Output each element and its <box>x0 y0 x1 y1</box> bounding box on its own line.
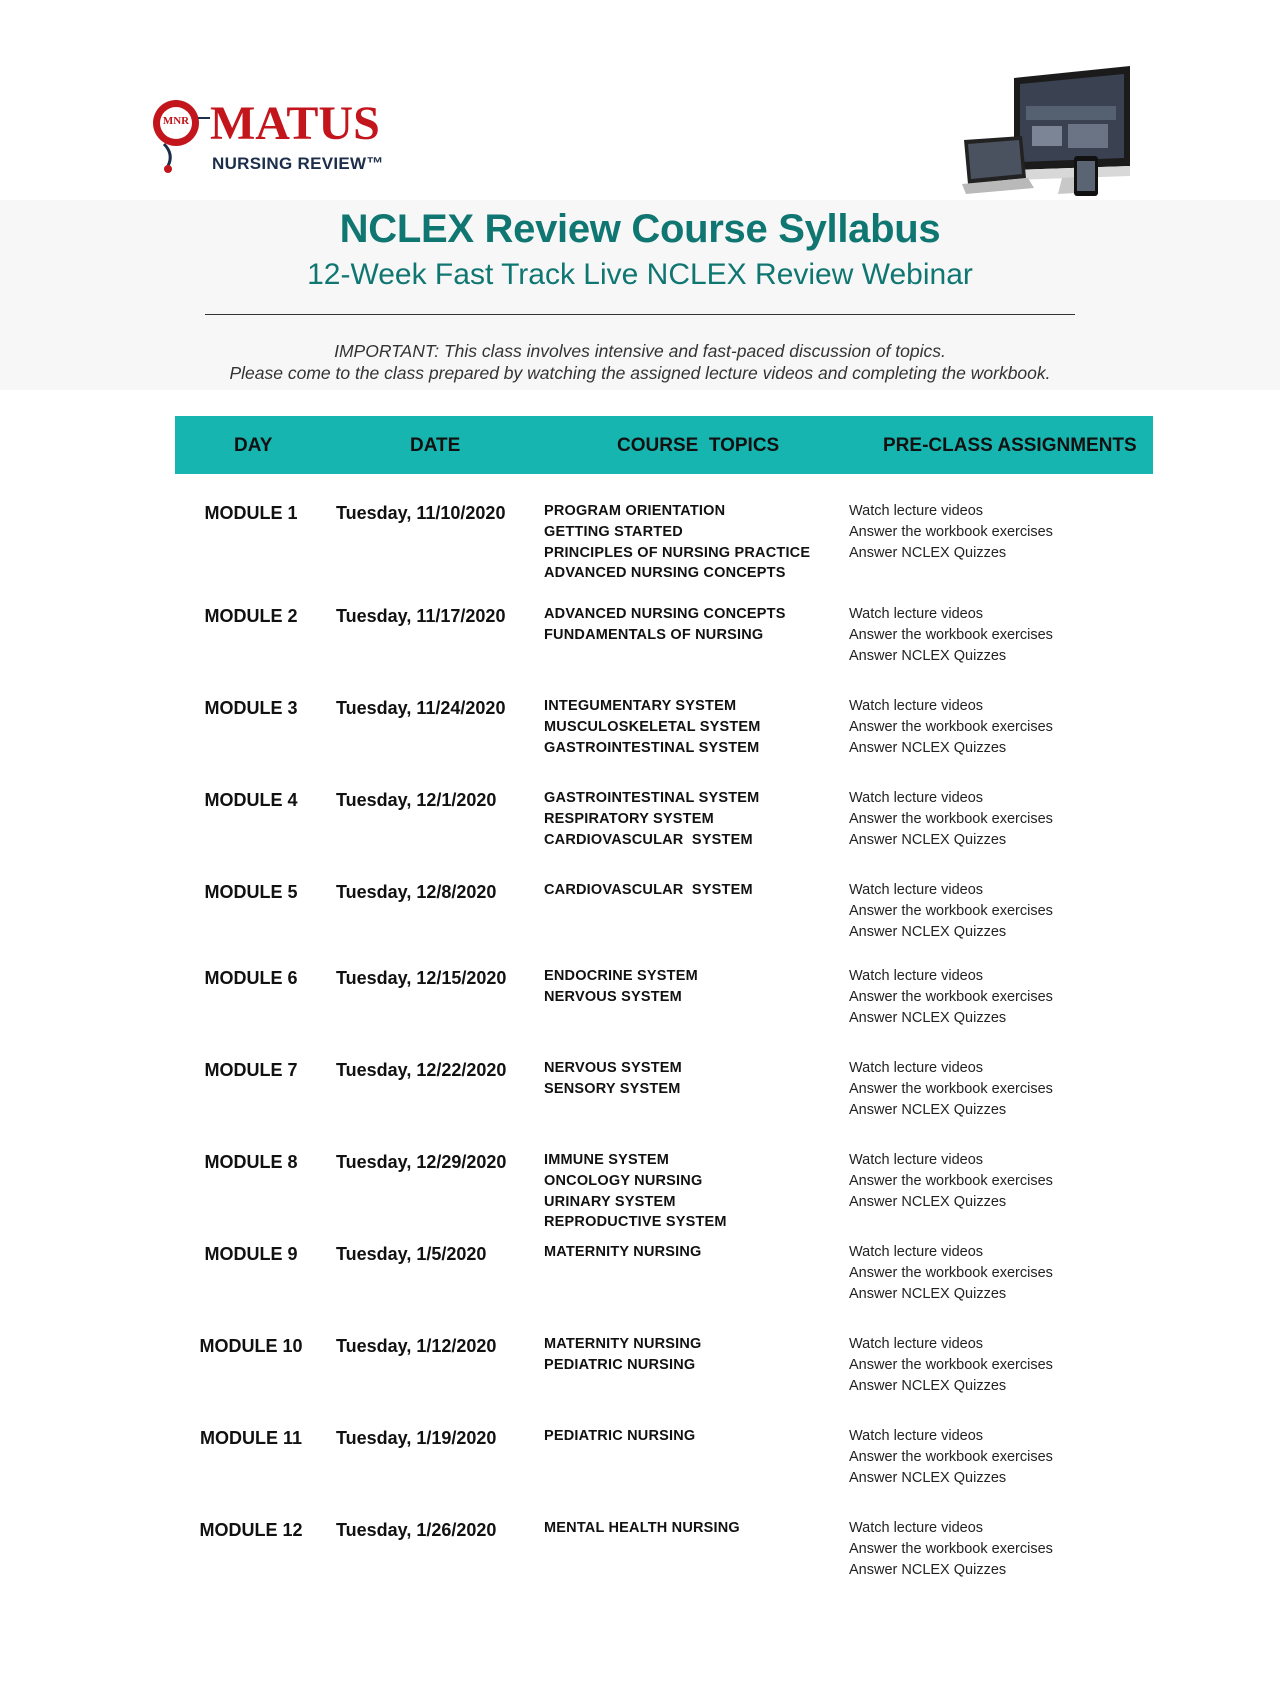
column-header-course-topics: COURSE TOPICS <box>617 435 780 456</box>
topic-item: MUSCULOSKELETAL SYSTEM <box>544 718 761 735</box>
header-divider <box>205 314 1075 315</box>
column-header-pre-class-assignments: PRE-CLASS ASSIGNMENTS <box>883 435 1137 456</box>
assignment-item: Watch lecture videos <box>849 1520 984 1536</box>
assignment-item: Answer NCLEX Quizzes <box>849 1193 1007 1210</box>
assignment-item: Answer NCLEX Quizzes <box>849 544 1007 561</box>
assignment-item: Answer the workbook exercises <box>849 626 1053 643</box>
course-topics <box>544 1334 702 1376</box>
assignment-item: Answer NCLEX Quizzes <box>849 1377 1007 1394</box>
table-row <box>0 1520 1280 1612</box>
assignment-item: Answer NCLEX Quizzes <box>849 647 1007 664</box>
topic-item: INTEGUMENTARY SYSTEM <box>544 698 737 714</box>
assignment-item: Answer NCLEX Quizzes <box>849 1101 1007 1118</box>
session-date: Tuesday, 12/1/2020 <box>336 790 497 810</box>
course-topics <box>544 1518 740 1539</box>
module-label: MODULE 3 <box>204 698 298 718</box>
assignment-item: Answer the workbook exercises <box>849 1540 1053 1557</box>
topic-item: MENTAL HEALTH NURSING <box>544 1520 740 1536</box>
topic-item: ENDOCRINE SYSTEM <box>544 968 698 984</box>
stethoscope-logo-icon <box>150 96 212 178</box>
module-label: MODULE 5 <box>204 882 298 902</box>
session-date: Tuesday, 12/29/2020 <box>336 1152 507 1172</box>
table-row <box>0 1152 1280 1244</box>
course-topics <box>544 696 761 758</box>
pre-class-assignments <box>849 604 1053 666</box>
module-label: MODULE 11 <box>199 1428 303 1448</box>
topic-item: SENSORY SYSTEM <box>544 1080 681 1097</box>
pre-class-assignments <box>849 788 1053 850</box>
assignment-item: Answer NCLEX Quizzes <box>849 1469 1007 1486</box>
assignment-item: Answer the workbook exercises <box>849 988 1053 1005</box>
session-date: Tuesday, 12/15/2020 <box>336 968 507 988</box>
assignment-item: Answer the workbook exercises <box>849 523 1053 540</box>
session-date: Tuesday, 11/17/2020 <box>336 606 506 626</box>
pre-class-assignments <box>849 1150 1053 1212</box>
session-date: Tuesday, 11/24/2020 <box>336 698 506 718</box>
assignment-item: Watch lecture videos <box>849 1060 984 1076</box>
pre-class-assignments <box>849 501 1053 563</box>
module-label: MODULE 4 <box>204 790 298 810</box>
topic-item: PEDIATRIC NURSING <box>544 1428 696 1444</box>
topic-item: FUNDAMENTALS OF NURSING <box>544 626 764 643</box>
assignment-item: Answer NCLEX Quizzes <box>849 831 1007 848</box>
topic-item: ONCOLOGY NURSING <box>544 1172 703 1189</box>
topic-item: PROGRAM ORIENTATION <box>544 503 726 519</box>
pre-class-assignments <box>849 1334 1053 1396</box>
topic-item: PEDIATRIC NURSING <box>544 1356 696 1373</box>
topic-item: URINARY SYSTEM <box>544 1193 676 1210</box>
pre-class-assignments <box>849 966 1053 1028</box>
topic-item: ADVANCED NURSING CONCEPTS <box>544 565 786 582</box>
pre-class-assignments <box>849 1242 1053 1304</box>
course-topics <box>544 1426 695 1447</box>
assignment-item: Watch lecture videos <box>849 1428 984 1444</box>
module-label: MODULE 2 <box>204 606 298 626</box>
module-label: MODULE 7 <box>204 1060 298 1080</box>
important-note: IMPORTANT: This class involves intensive and fast-paced discussion of topics. <box>334 341 946 361</box>
module-label: MODULE 9 <box>204 1244 298 1264</box>
table-header <box>175 416 1153 474</box>
assignment-item: Answer NCLEX Quizzes <box>849 1561 1007 1578</box>
assignment-item: Watch lecture videos <box>849 1244 984 1260</box>
assignment-item: Answer the workbook exercises <box>849 718 1053 735</box>
assignment-item: Watch lecture videos <box>849 790 984 806</box>
assignment-item: Watch lecture videos <box>849 606 984 622</box>
topic-item: GETTING STARTED <box>544 523 683 540</box>
logo-mark: MNR <box>162 115 190 127</box>
topic-item: GASTROINTESTINAL SYSTEM <box>544 790 760 806</box>
table-row <box>0 503 1280 595</box>
page-title: NCLEX Review Course Syllabus <box>339 207 941 251</box>
topic-item: PRINCIPLES OF NURSING PRACTICE <box>544 544 811 561</box>
course-topics <box>544 1058 682 1100</box>
module-label: MODULE 12 <box>199 1520 303 1540</box>
table-row <box>0 882 1280 974</box>
topic-item: RESPIRATORY SYSTEM <box>544 810 714 827</box>
assignment-item: Watch lecture videos <box>849 503 984 519</box>
session-date: Tuesday, 1/5/2020 <box>336 1244 487 1264</box>
course-topics <box>544 501 810 584</box>
table-row <box>0 1244 1280 1336</box>
session-date: Tuesday, 1/19/2020 <box>336 1428 497 1448</box>
topic-item: GASTROINTESTINAL SYSTEM <box>544 739 760 756</box>
devices-illustration <box>962 66 1136 200</box>
session-date: Tuesday, 12/8/2020 <box>336 882 497 902</box>
assignment-item: Answer the workbook exercises <box>849 1264 1053 1281</box>
assignment-item: Answer NCLEX Quizzes <box>849 1285 1007 1302</box>
pre-class-assignments <box>849 1426 1053 1488</box>
assignment-item: Watch lecture videos <box>849 1336 984 1352</box>
column-header-date: DATE <box>410 435 461 456</box>
pre-class-assignments <box>849 880 1053 942</box>
topic-item: CARDIOVASCULAR SYSTEM <box>544 831 753 848</box>
table-row <box>0 1060 1280 1152</box>
session-date: Tuesday, 1/26/2020 <box>336 1520 497 1540</box>
column-header-day: DAY <box>234 435 273 456</box>
course-topics <box>544 880 753 901</box>
table-row <box>0 1336 1280 1428</box>
topic-item: IMMUNE SYSTEM <box>544 1152 670 1168</box>
topic-item: REPRODUCTIVE SYSTEM <box>544 1214 727 1231</box>
assignment-item: Answer the workbook exercises <box>849 1172 1053 1189</box>
page-subtitle: 12-Week Fast Track Live NCLEX Review Webinar <box>307 258 973 291</box>
pre-class-assignments <box>849 1518 1053 1580</box>
session-date: Tuesday, 12/22/2020 <box>336 1060 507 1080</box>
assignment-item: Answer the workbook exercises <box>849 810 1053 827</box>
course-topics <box>544 604 786 646</box>
table-row <box>0 606 1280 698</box>
assignment-item: Answer the workbook exercises <box>849 1080 1053 1097</box>
course-topics <box>544 1150 727 1233</box>
session-date: Tuesday, 11/10/2020 <box>336 503 506 523</box>
topic-item: NERVOUS SYSTEM <box>544 1060 682 1076</box>
matus-logo <box>150 96 410 178</box>
course-topics <box>544 1242 702 1263</box>
pre-class-assignments <box>849 1058 1053 1120</box>
table-row <box>0 698 1280 790</box>
assignment-item: Answer the workbook exercises <box>849 902 1053 919</box>
topic-item: MATERNITY NURSING <box>544 1336 702 1352</box>
logo-subtitle: NURSING REVIEW™ <box>212 154 384 173</box>
table-row <box>0 1428 1280 1520</box>
table-row <box>0 968 1280 1060</box>
logo-wordmark: MATUS <box>210 97 380 150</box>
topic-item: NERVOUS SYSTEM <box>544 988 682 1005</box>
table-row <box>0 790 1280 882</box>
module-label: MODULE 1 <box>204 503 298 523</box>
assignment-item: Watch lecture videos <box>849 882 984 898</box>
assignment-item: Watch lecture videos <box>849 698 984 714</box>
session-date: Tuesday, 1/12/2020 <box>336 1336 497 1356</box>
assignment-item: Watch lecture videos <box>849 1152 984 1168</box>
assignment-item: Answer NCLEX Quizzes <box>849 923 1007 940</box>
assignment-item: Watch lecture videos <box>849 968 984 984</box>
module-label: MODULE 10 <box>199 1336 303 1356</box>
preparation-note: Please come to the class prepared by watching the assigned lecture videos and completing the workbook. <box>229 363 1051 383</box>
assignment-item: Answer the workbook exercises <box>849 1356 1053 1373</box>
topic-item: ADVANCED NURSING CONCEPTS <box>544 606 786 622</box>
topic-item: CARDIOVASCULAR SYSTEM <box>544 882 753 898</box>
assignment-item: Answer NCLEX Quizzes <box>849 739 1007 756</box>
assignment-item: Answer NCLEX Quizzes <box>849 1009 1007 1026</box>
module-label: MODULE 6 <box>204 968 298 988</box>
topic-item: MATERNITY NURSING <box>544 1244 702 1260</box>
course-topics <box>544 966 698 1008</box>
module-label: MODULE 8 <box>204 1152 298 1172</box>
pre-class-assignments <box>849 696 1053 758</box>
assignment-item: Answer the workbook exercises <box>849 1448 1053 1465</box>
course-topics <box>544 788 759 850</box>
